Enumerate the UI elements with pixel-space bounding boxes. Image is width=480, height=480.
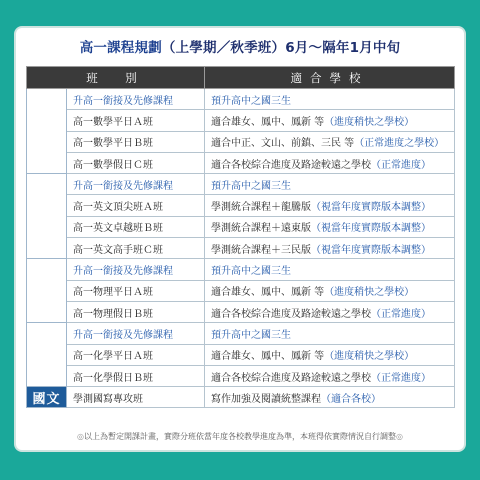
course-cell: 高一數學假日Ｃ班 xyxy=(67,152,205,173)
course-cell: 高一物理平日Ａ班 xyxy=(67,280,205,301)
school-note: （進度稍快之學校） xyxy=(324,116,415,128)
school-cell xyxy=(205,152,455,173)
school-text: 學測統合課程＋遠東版 xyxy=(211,223,311,235)
school-text: 預升高中之國三生 xyxy=(211,329,291,341)
course-cell: 高一英文高手班Ｃ班 xyxy=(67,238,205,259)
school-cell xyxy=(205,365,455,386)
school-cell xyxy=(205,387,455,408)
table-body xyxy=(27,89,455,408)
school-note: （進度稍快之學校） xyxy=(324,287,415,299)
table-row xyxy=(27,387,455,408)
footer-note xyxy=(16,431,464,442)
table-row xyxy=(27,152,455,173)
course-table xyxy=(26,66,455,408)
school-note: （視當年度實際版本調整） xyxy=(311,223,431,235)
footer-text: 以上為暫定開課計畫，實際分班依當年度各校教學進度為準，本班得依實際情況自行調整 xyxy=(84,432,396,441)
school-note: （視當年度實際版本調整） xyxy=(311,244,431,256)
subject-cell: 英文 xyxy=(27,174,67,259)
table-row xyxy=(27,174,455,195)
header-school: 適合學校 xyxy=(205,67,455,89)
school-text: 預升高中之國三生 xyxy=(211,180,291,192)
school-note: （正常進度之學校） xyxy=(354,138,445,150)
table-row xyxy=(27,301,455,322)
page-title xyxy=(16,36,464,56)
school-note: （視當年度實際版本調整） xyxy=(311,202,431,214)
school-cell xyxy=(205,110,455,131)
school-text: 寫作加強及閱讀統整課程 xyxy=(211,393,321,405)
table-row xyxy=(27,89,455,110)
school-cell xyxy=(205,195,455,216)
subject-cell: 國文 xyxy=(27,387,67,408)
school-text: 預升高中之國三生 xyxy=(211,266,291,278)
school-note: （正常進度） xyxy=(371,372,431,384)
course-cell: 升高一銜接及先修課程 xyxy=(67,323,205,344)
school-text: 學測統合課程＋龍騰版 xyxy=(211,202,311,214)
title-subtitle: （上學期／秋季班）6月～隔年1月中旬 xyxy=(161,40,401,56)
table-row xyxy=(27,344,455,365)
school-text: 適合各校綜合進度及路途較遠之學校 xyxy=(211,159,371,171)
table-row xyxy=(27,280,455,301)
course-cell: 升高一銜接及先修課程 xyxy=(67,259,205,280)
school-text: 適合中正、文山、前鎮、三民 等 xyxy=(211,138,355,150)
table-row xyxy=(27,216,455,237)
school-text: 適合各校綜合進度及路途較遠之學校 xyxy=(211,308,371,320)
course-cell: 高一化學平日Ａ班 xyxy=(67,344,205,365)
school-cell xyxy=(205,344,455,365)
school-note: （進度稍快之學校） xyxy=(324,351,415,363)
school-cell xyxy=(205,174,455,195)
school-cell xyxy=(205,323,455,344)
school-text: 學測統合課程＋三民版 xyxy=(211,244,311,256)
school-text: 適合雄女、鳳中、鳳新 等 xyxy=(211,116,325,128)
school-cell xyxy=(205,131,455,152)
school-text: 適合雄女、鳳中、鳳新 等 xyxy=(211,287,325,299)
school-cell xyxy=(205,89,455,110)
footer-mark-left: ◎ xyxy=(77,432,84,441)
table-row xyxy=(27,365,455,386)
subject-cell: 物理 xyxy=(27,259,67,323)
school-note: （適合各校） xyxy=(321,393,381,405)
course-cell: 高一化學假日Ｂ班 xyxy=(67,365,205,386)
course-cell: 升高一銜接及先修課程 xyxy=(67,174,205,195)
course-cell: 高一數學平日Ｂ班 xyxy=(67,131,205,152)
table-row xyxy=(27,238,455,259)
table-row xyxy=(27,131,455,152)
school-text: 預升高中之國三生 xyxy=(211,95,291,107)
footer-mark-right: ◎ xyxy=(396,432,403,441)
course-cell: 高一數學平日Ａ班 xyxy=(67,110,205,131)
table-row xyxy=(27,195,455,216)
course-plan-card xyxy=(16,28,464,450)
header-class: 班 別 xyxy=(27,67,205,89)
course-cell: 升高一銜接及先修課程 xyxy=(67,89,205,110)
course-cell: 高一物理假日Ｂ班 xyxy=(67,301,205,322)
course-cell: 高一英文頂尖班Ａ班 xyxy=(67,195,205,216)
school-note: （正常進度） xyxy=(371,308,431,320)
school-cell xyxy=(205,216,455,237)
school-cell xyxy=(205,259,455,280)
school-cell xyxy=(205,301,455,322)
subject-cell: 數學 xyxy=(27,89,67,174)
table-row xyxy=(27,259,455,280)
course-cell: 高一英文卓越班Ｂ班 xyxy=(67,216,205,237)
school-cell xyxy=(205,280,455,301)
table-row xyxy=(27,110,455,131)
school-text: 適合各校綜合進度及路途較遠之學校 xyxy=(211,372,371,384)
subject-cell: 化學 xyxy=(27,323,67,387)
school-text: 適合雄女、鳳中、鳳新 等 xyxy=(211,351,325,363)
school-note: （正常進度） xyxy=(371,159,431,171)
school-cell xyxy=(205,238,455,259)
table-row xyxy=(27,323,455,344)
title-main: 高一課程規劃 xyxy=(79,40,162,56)
course-cell: 學測國寫專攻班 xyxy=(67,387,205,408)
table-header-row xyxy=(27,67,455,89)
